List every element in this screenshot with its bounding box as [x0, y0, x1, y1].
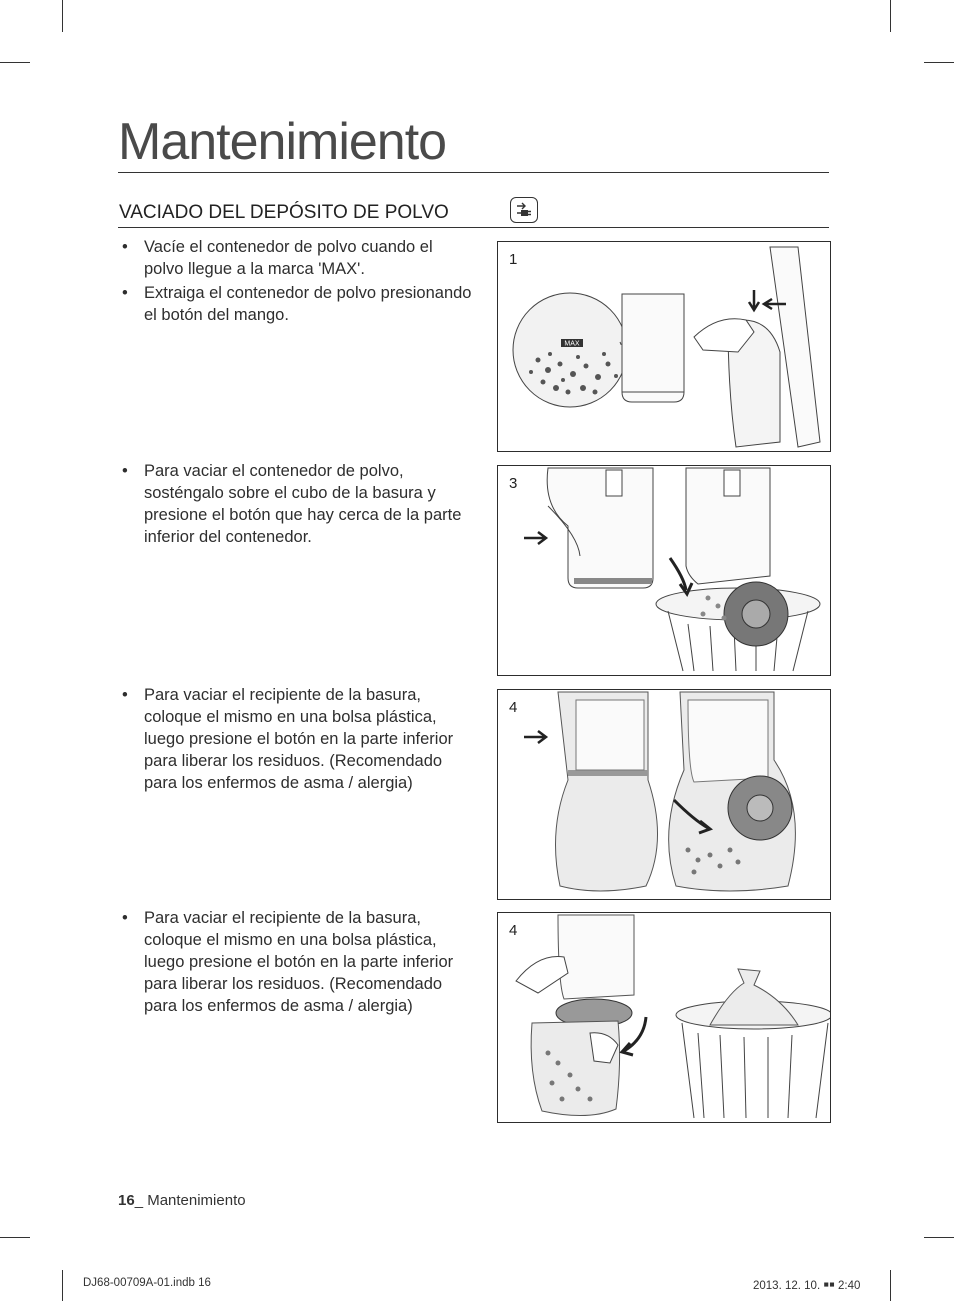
figure-3-empty-into-bin [497, 465, 831, 676]
dispose-bag-illustration [498, 913, 831, 1123]
list-item: • Vacíe el contenedor de polvo cuando el polvo llegue a la marca 'MAX'. [119, 236, 474, 280]
print-date-info: 2013. 12. 10. ￭￭ 2:40 [753, 1280, 861, 1292]
bag-release-illustration [498, 690, 831, 900]
section-heading: VACIADO DEL DEPÓSITO DE POLVO [119, 202, 449, 223]
page-footer [118, 1192, 246, 1209]
figure-4b-dispose-bag [497, 912, 831, 1123]
crop-mark [0, 1237, 30, 1238]
step-4b-instructions [119, 907, 474, 1019]
figure-number: 4 [509, 922, 518, 939]
section-divider [118, 227, 829, 228]
vacuum-handle-illustration [498, 242, 831, 452]
crop-mark [62, 1270, 63, 1301]
step-1-instructions [119, 236, 474, 328]
figure-number: 4 [509, 699, 518, 716]
figure-4a-bag-release [497, 689, 831, 900]
page-number: 16 [118, 1192, 135, 1209]
crop-mark [0, 62, 30, 63]
print-file-info: DJ68-00709A-01.indb 16 [83, 1277, 211, 1289]
crop-mark [890, 0, 891, 32]
empty-bin-illustration [498, 466, 831, 676]
list-item: • Extraiga el contenedor de polvo presionando el botón del mango. [119, 282, 474, 326]
list-item: • Para vaciar el contenedor de polvo, sosténgalo sobre el cubo de la basura y presione el botón que hay cerca de la parte inferior del contenedor. [119, 460, 474, 548]
page-footer-label: _ Mantenimiento [134, 1192, 246, 1209]
crop-mark [924, 1237, 954, 1238]
crop-mark [924, 62, 954, 63]
crop-mark [890, 1270, 891, 1301]
crop-mark [62, 0, 63, 32]
figure-1-remove-container [497, 241, 831, 452]
list-item: • Para vaciar el recipiente de la basura, coloque el mismo en una bolsa plástica, luego presione el botón en la parte inferior para liberar los residuos. (Recomendado para los enfermos de asma / alergia) [119, 907, 474, 1017]
step-4a-instructions [119, 684, 474, 796]
title-divider [118, 172, 829, 173]
step-3-instructions [119, 460, 474, 550]
unplug-icon [510, 197, 538, 223]
list-item: • Para vaciar el recipiente de la basura, coloque el mismo en una bolsa plástica, luego presione el botón en la parte inferior para liberar los residuos. (Recomendado para los enfermos de asma / alergia) [119, 684, 474, 794]
figure-number: 3 [509, 475, 518, 492]
page-title: Mantenimiento [118, 113, 447, 171]
max-mark-label: MAX [564, 340, 580, 348]
figure-number: 1 [509, 251, 518, 268]
